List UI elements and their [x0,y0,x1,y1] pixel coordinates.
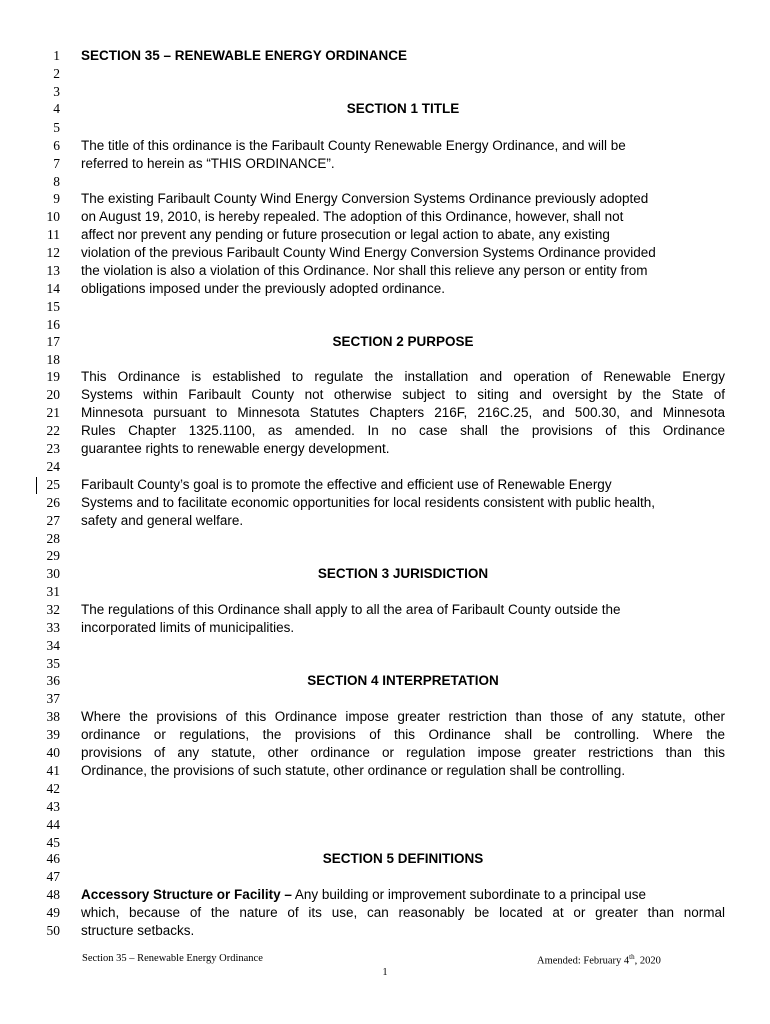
line-number: 23 [46,441,60,456]
line-number: 6 [53,138,60,153]
s1-p2-line: on August 19, 2010, is hereby repealed. The adoption of this Ordinance, however, shall not [81,209,624,224]
s3-p1-line: The regulations of this Ordinance shall apply to all the area of Faribault County outside the [81,602,621,617]
s1-p2-line: the violation is also a violation of this Ordinance. Nor shall this relieve any person or entity from [81,263,648,278]
line-number: 50 [46,923,60,938]
s2-p1-line: guarantee rights to renewable energy development. [81,441,390,456]
line-number: 46 [46,851,60,866]
section-1-title: SECTION 1 TITLE [346,101,460,116]
line-number: 2 [53,66,60,81]
line-number: 8 [53,174,60,189]
line-number: 38 [46,709,60,724]
line-number: 30 [46,566,60,581]
line-number: 34 [46,638,60,653]
s2-p2-line: Faribault County’s goal is to promote the effective and efficient use of Renewable Energy [81,477,612,492]
line-number: 47 [46,869,60,884]
s1-p2-line: The existing Faribault County Wind Energy Conversion Systems Ordinance previously adopted [81,191,649,206]
line-number: 43 [46,799,60,814]
s2-p2-line: safety and general welfare. [81,513,244,528]
line-number: 33 [46,620,60,635]
s1-p1-line: The title of this ordinance is the Faribault County Renewable Energy Ordinance, and will be [81,138,626,153]
section-2-title: SECTION 2 PURPOSE [332,334,474,349]
line-number: 16 [46,317,60,332]
line-number: 26 [46,495,60,510]
line-number: 14 [46,281,60,296]
line-number: 3 [53,84,60,99]
line-number: 27 [46,513,60,528]
line-number: 15 [46,299,60,314]
footer-date-prefix: Amended: February 4 [537,955,630,967]
line-number: 25 [46,477,60,492]
line-number: 36 [46,673,60,688]
s4-p1-line: provisions of any statute, other ordinance or regulation impose greater restrictions than this [81,745,725,760]
s1-p1-line: referred to herein as “THIS ORDINANCE”. [81,156,335,171]
line-number: 20 [46,387,60,402]
line-number: 49 [46,905,60,920]
line-number: 1 [53,48,60,63]
line-number: 45 [46,835,60,850]
s1-p2-line: violation of the previous Faribault County Wind Energy Conversion Systems Ordinance provided [81,245,656,260]
line-number: 21 [46,405,60,420]
line-number: 24 [46,459,60,474]
line-number: 12 [46,245,60,260]
line-number: 40 [46,745,60,760]
line-number: 28 [46,531,60,546]
footer-date-sup: th [629,953,635,961]
line-number: 17 [46,334,60,349]
definition-term: Accessory Structure or Facility – [81,887,292,902]
footer-date-suffix: , 2020 [634,955,661,967]
revision-bar [36,477,37,494]
definition-text: Any building or improvement subordinate to a principal use [291,887,647,902]
line-number: 32 [46,602,60,617]
s2-p1-line: Rules Chapter 1325.1100, as amended. In no case shall the provisions of this Ordinance [81,423,725,438]
s4-p1-line: Where the provisions of this Ordinance impose greater restriction than those of any statute, other [81,709,725,724]
s1-p2-line: affect nor prevent any pending or future prosecution or legal action to abate, any existing [81,227,610,242]
line-number: 41 [46,763,60,778]
line-number: 29 [46,548,60,563]
document-header: SECTION 35 – RENEWABLE ENERGY ORDINANCE [81,48,408,63]
line-number: 5 [53,120,60,135]
s5-p1-line [81,886,725,904]
line-number: 11 [47,227,60,242]
footer-amended-date [537,953,661,967]
line-number: 44 [46,817,60,832]
s4-p1-line: ordinance or regulations, the provisions of this Ordinance shall be controlling. Where the [81,727,725,742]
s5-p1-line: which, because of the nature of its use, can reasonably be located at or greater than normal [81,905,725,920]
line-number: 48 [46,887,60,902]
line-number: 39 [46,727,60,742]
line-number: 37 [46,691,60,706]
footer-title: Section 35 – Renewable Energy Ordinance [82,953,263,964]
line-number: 42 [46,781,60,796]
s4-p1-line: Ordinance, the provisions of such statute, other ordinance or regulation shall be controlling. [81,763,626,778]
s2-p2-line: Systems and to facilitate economic opportunities for local residents consistent with public health, [81,495,656,510]
s2-p1-line: Minnesota pursuant to Minnesota Statutes Chapters 216F, 216C.25, and 500.30, and Minnesota [81,405,725,420]
s5-p1-line: structure setbacks. [81,923,195,938]
s2-p1-line: This Ordinance is established to regulate the installation and operation of Renewable Energy [81,369,725,384]
line-number: 13 [46,263,60,278]
s3-p1-line: incorporated limits of municipalities. [81,620,295,635]
line-number: 18 [46,352,60,367]
s2-p1-line: Systems within Faribault County not otherwise subject to siting and oversight by the State of [81,387,725,402]
line-number: 19 [46,369,60,384]
s1-p2-line: obligations imposed under the previously adopted ordinance. [81,281,445,296]
line-number: 7 [53,156,60,171]
line-number: 10 [46,209,60,224]
section-3-title: SECTION 3 JURISDICTION [317,566,489,581]
line-number: 22 [46,423,60,438]
section-4-title: SECTION 4 INTERPRETATION [307,673,499,688]
page-number: 1 [382,967,388,978]
line-number: 31 [46,584,60,599]
line-number: 9 [53,191,60,206]
line-number: 4 [53,101,60,116]
section-5-title: SECTION 5 DEFINITIONS [322,851,484,866]
line-number: 35 [46,656,60,671]
